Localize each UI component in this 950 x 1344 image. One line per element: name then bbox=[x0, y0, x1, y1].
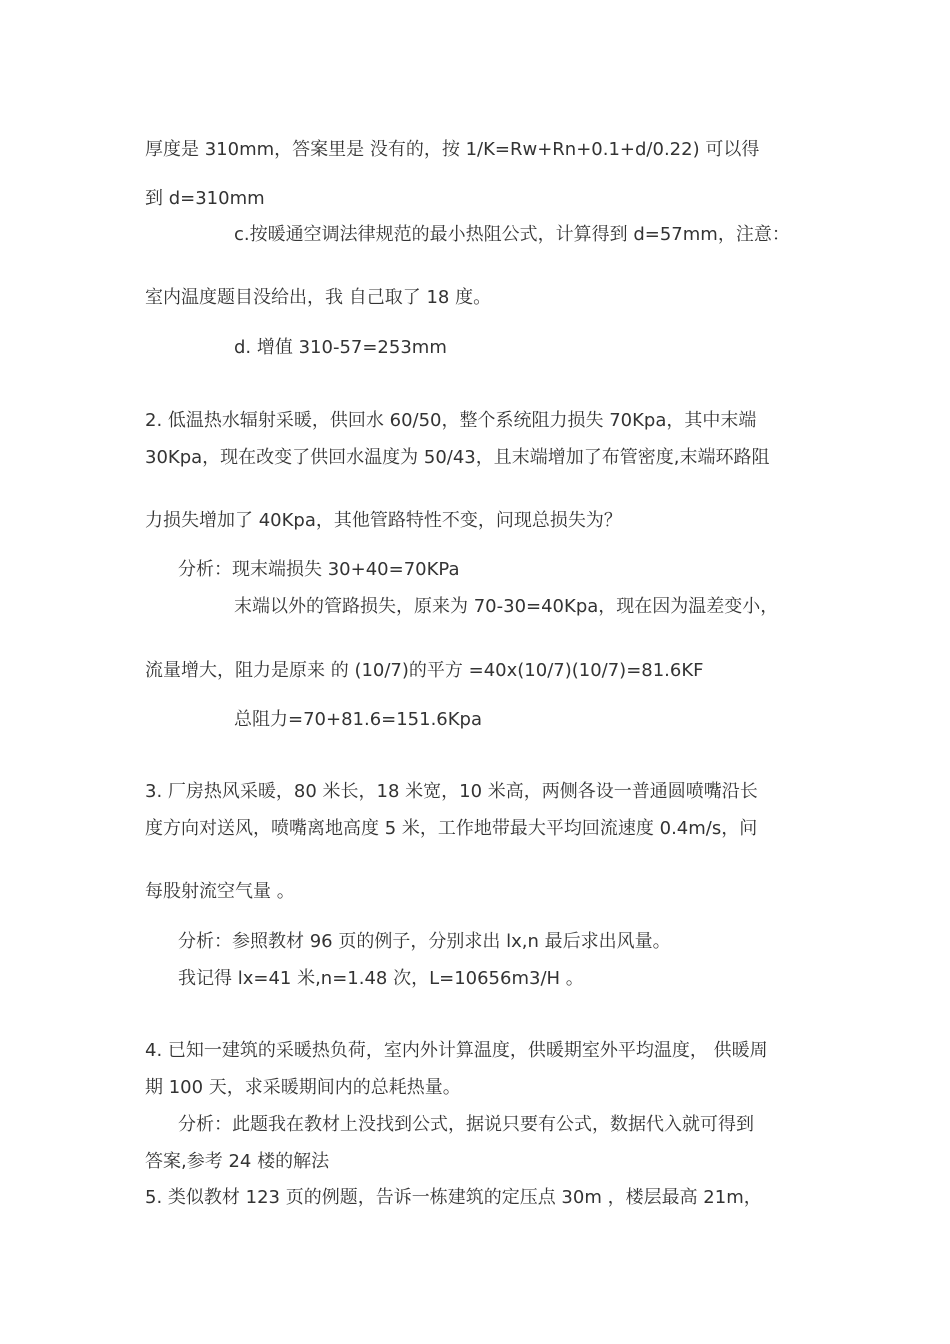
text-line: 到 d=310mm bbox=[145, 188, 265, 209]
text-line: d. 增值 310-57=253mm bbox=[234, 337, 447, 358]
text-line: 流量增大，阻力是原来 的 (10/7)的平方 =40x(10/7)(10/7)=81.6KF bbox=[145, 660, 704, 681]
text-line: 力损失增加了 40Kpa，其他管路特性不变，问现总损失为？ bbox=[145, 510, 622, 531]
text-line: 3. 厂房热风采暖，80 米长，18 米宽，10 米高，两侧各设一普通圆喷嘴沿长 bbox=[145, 781, 758, 802]
text-line: 我记得 lx=41 米,n=1.48 次，L=10656m3/H 。 bbox=[178, 968, 584, 989]
text-line: 度方向对送风，喷嘴离地高度 5 米，工作地带最大平均回流速度 0.4m/s，问 bbox=[145, 818, 758, 839]
text-line: 2. 低温热水辐射采暖，供回水 60/50，整个系统阻力损失 70Kpa，其中末端 bbox=[145, 410, 757, 431]
text-line: 期 100 天，求采暖期间内的总耗热量。 bbox=[145, 1077, 461, 1098]
text-line: 5. 类似教材 123 页的例题，告诉一栋建筑的定压点 30m ，楼层最高 21m， bbox=[145, 1187, 762, 1208]
text-line: 末端以外的管路损失，原来为 70-30=40Kpa，现在因为温差变小， bbox=[234, 596, 779, 617]
text-line: 30Kpa，现在改变了供回水温度为 50/43，且末端增加了布管密度,末端环路阻 bbox=[145, 447, 770, 468]
text-line: 4. 已知一建筑的采暖热负荷，室内外计算温度，供暖期室外平均温度， 供暖周 bbox=[145, 1040, 768, 1061]
text-line: 答案,参考 24 楼的解法 bbox=[145, 1151, 330, 1172]
text-line: 分析：现末端损失 30+40=70KPa bbox=[178, 559, 460, 580]
text-line: c.按暖通空调法律规范的最小热阻公式，计算得到 d=57mm，注意： bbox=[234, 224, 790, 245]
text-line: 总阻力=70+81.6=151.6Kpa bbox=[234, 709, 483, 730]
text-line: 每股射流空气量 。 bbox=[145, 881, 295, 902]
text-line: 厚度是 310mm，答案里是 没有的，按 1/K=Rw+Rn+0.1+d/0.22) 可以得 bbox=[145, 139, 760, 160]
text-line: 分析：此题我在教材上没找到公式，据说只要有公式，数据代入就可得到 bbox=[178, 1114, 754, 1135]
text-line: 室内温度题目没给出，我 自己取了 18 度。 bbox=[145, 287, 492, 308]
text-line: 分析：参照教材 96 页的例子，分别求出 lx,n 最后求出风量。 bbox=[178, 931, 671, 952]
